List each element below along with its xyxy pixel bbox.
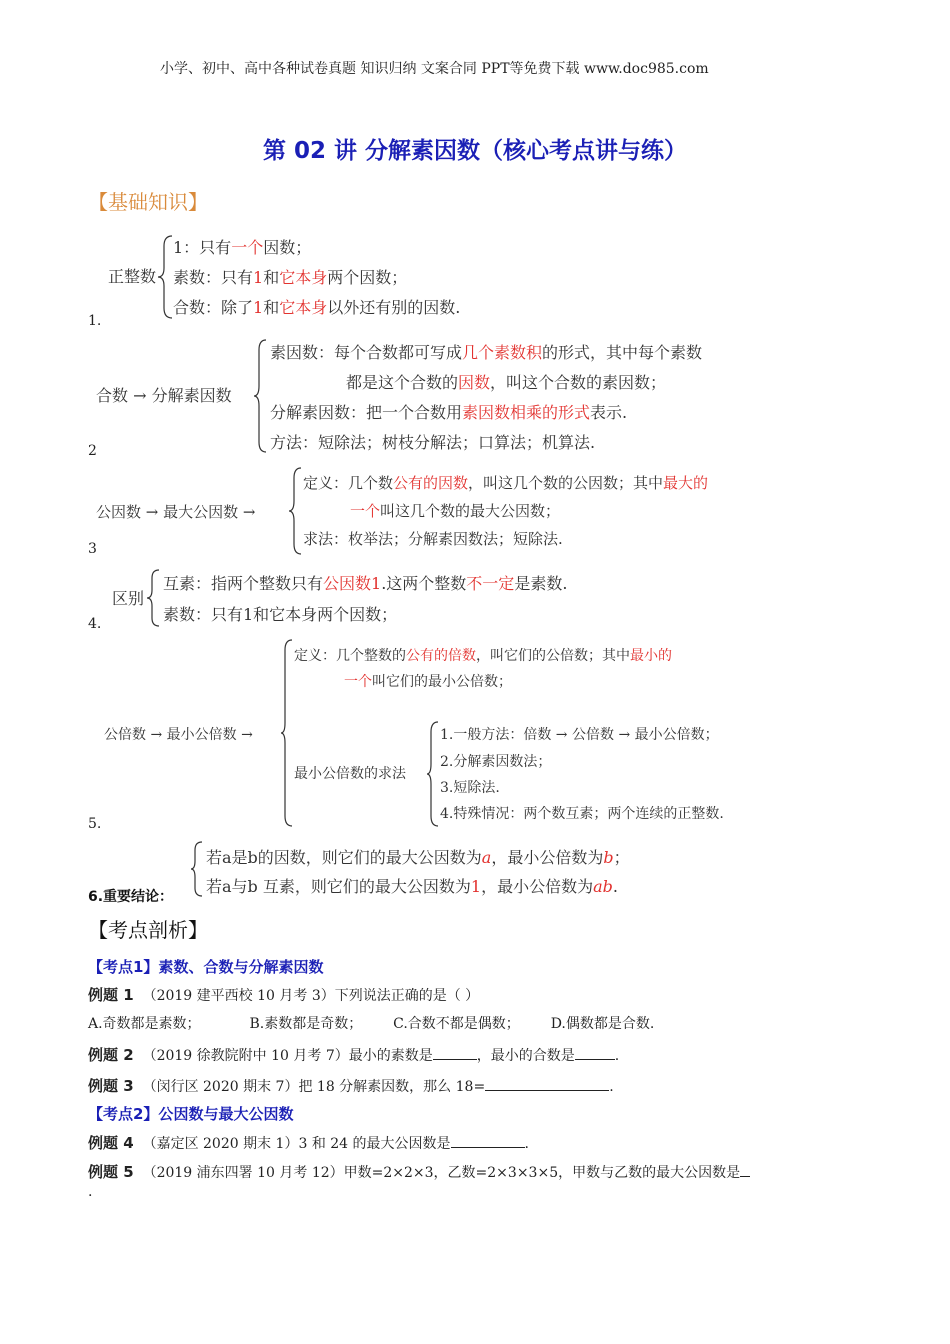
k5-sub-brace [426, 720, 440, 828]
page-header: 小学、初中、高中各种试卷真题 知识归纳 文案合同 PPT等免费下载 www.doc985.com [160, 61, 709, 77]
page-title: 第 02 讲 分解素因数（核心考点讲与练） [262, 138, 688, 164]
k5-label: 公倍数 → 最小公倍数 → [104, 727, 253, 743]
option-d: D.偶数都是合数. [550, 1016, 655, 1032]
example-1: 例题 1 （2019 建平西校 10 月考 3）下列说法正确的是（ ） [88, 986, 480, 1004]
k2-number: 2 [88, 443, 97, 459]
k2-brace [253, 338, 269, 454]
k5-number: 5. [88, 816, 102, 832]
k5-line-1: 定义：几个整数的公有的倍数，叫它们的公倍数；其中最小的 [294, 648, 672, 664]
k3-line-3: 求法：枚举法；分解素因数法；短除法. [303, 530, 563, 548]
k2-line-3: 分解素因数：把一个合数用素因数相乘的形式表示. [270, 403, 628, 422]
k2-line-2: 都是这个合数的因数，叫这个合数的素因数； [346, 373, 667, 392]
example-4: 例题 4 （嘉定区 2020 期末 1）3 和 24 的最大公因数是 . [88, 1134, 529, 1152]
k3-label: 公因数 → 最大公因数 → [96, 503, 256, 521]
k6-brace [190, 840, 204, 898]
k3-number: 3 [88, 541, 97, 557]
k1-line-2: 素数：只有1和它本身两个因数； [173, 268, 408, 287]
option-a: A.奇数都是素数； [88, 1016, 201, 1032]
option-b: B.素数都是奇数； [249, 1016, 363, 1032]
k1-line-3: 合数：除了1和它本身以外还有别的因数. [173, 298, 461, 317]
k5-line-2: 一个叫它们的最小公倍数； [344, 674, 512, 690]
k3-line-2: 一个叫这几个数的最大公因数； [350, 502, 561, 520]
option-c: C.合数不都是偶数； [393, 1016, 520, 1032]
k5-sub-label: 最小公倍数的求法 [294, 766, 406, 782]
k1-label: 正整数 [108, 267, 157, 286]
answer-blank[interactable] [740, 1162, 750, 1177]
k2-line-1: 素因数：每个合数都可写成几个素数积的形式，其中每个素数 [270, 343, 703, 362]
k5-brace [280, 638, 294, 828]
k4-number: 4. [88, 616, 102, 632]
k2-line-4: 方法：短除法；树枝分解法；口算法；机算法. [270, 433, 596, 452]
k2-label: 合数 → 分解素因数 [96, 386, 232, 405]
kp1-heading: 【考点1】素数、合数与分解素因数 [88, 958, 324, 976]
k6-line-1: 若a是b的因数，则它们的最大公因数为a，最小公倍数为b； [206, 848, 630, 867]
answer-blank[interactable] [451, 1133, 525, 1148]
answer-blank[interactable] [485, 1076, 609, 1091]
example-1-options [88, 1013, 654, 1033]
k4-brace [146, 568, 162, 628]
k5-method-4: 4.特殊情况：两个数互素；两个连续的正整数. [440, 806, 724, 822]
answer-blank[interactable] [575, 1045, 615, 1060]
example-5-end: . [88, 1184, 93, 1200]
k3-line-1: 定义：几个数公有的因数，叫这几个数的公因数；其中最大的 [303, 474, 709, 492]
k5-method-1: 1.一般方法：倍数 → 公倍数 → 最小公倍数； [440, 727, 719, 743]
section-basic-heading: 【基础知识】 [88, 190, 208, 214]
example-3: 例题 3 （闵行区 2020 期末 7）把 18 分解素因数，那么 18= . [88, 1077, 614, 1095]
k3-brace [288, 466, 304, 556]
k5-method-2: 2.分解素因数法； [440, 754, 552, 770]
answer-blank[interactable] [433, 1045, 477, 1060]
k4-label: 区别 [112, 589, 145, 608]
example-5: 例题 5 （2019 浦东四署 10 月考 12）甲数=2×2×3，乙数=2×3×3×5，甲数与乙数的最大公因数是 [88, 1161, 750, 1182]
k4-line-2: 素数：只有1和它本身两个因数； [163, 605, 398, 624]
k1-number: 1. [88, 313, 102, 329]
k6-number: 6.重要结论： [88, 889, 174, 905]
kp2-heading: 【考点2】公因数与最大公因数 [88, 1105, 294, 1123]
k5-method-3: 3.短除法. [440, 780, 500, 796]
k1-line-1: 1：只有一个因数； [173, 238, 312, 257]
k4-line-1: 互素：指两个整数只有公因数1.这两个整数不一定是素数. [163, 574, 568, 593]
section-analysis-heading: 【考点剖析】 [88, 918, 208, 942]
k6-line-2: 若a与b 互素，则它们的最大公因数为1，最小公倍数为ab. [206, 877, 618, 896]
example-2: 例题 2 （2019 徐教院附中 10 月考 7）最小的素数是 ，最小的合数是 . [88, 1046, 620, 1064]
